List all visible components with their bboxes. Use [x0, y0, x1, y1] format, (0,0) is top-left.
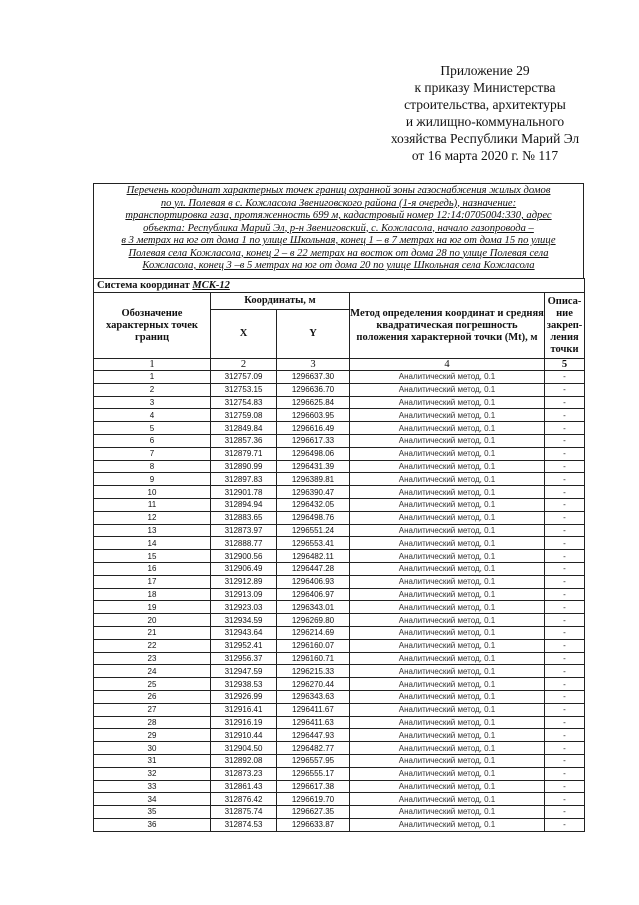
- table-row: [94, 678, 585, 691]
- point-number: 28: [94, 716, 211, 729]
- method-accuracy: Аналитический метод, 0.1: [350, 818, 545, 831]
- x-coordinate: 312938.53: [211, 678, 277, 691]
- x-coordinate: 312913.09: [211, 588, 277, 601]
- table-row: [94, 575, 585, 588]
- fixation-description: -: [545, 434, 585, 447]
- fixation-description: -: [545, 396, 585, 409]
- x-coordinate: 312943.64: [211, 626, 277, 639]
- table-row: [94, 434, 585, 447]
- point-number: 19: [94, 601, 211, 614]
- table-row: [94, 665, 585, 678]
- x-coordinate: 312894.94: [211, 498, 277, 511]
- fixation-description: -: [545, 639, 585, 652]
- y-coordinate: 1296637.30: [277, 371, 350, 384]
- fixation-description: -: [545, 460, 585, 473]
- caption-line: транспортировка газа, протяженность 699 м, кадастровый номер 12:14:0705004:330, адрес: [125, 210, 552, 221]
- y-coordinate: 1296498.76: [277, 511, 350, 524]
- coordinate-system-row: [94, 279, 585, 293]
- x-coordinate: 312916.19: [211, 716, 277, 729]
- point-number: 31: [94, 754, 211, 767]
- table-row: [94, 754, 585, 767]
- point-number: 2: [94, 383, 211, 396]
- table-row: [94, 639, 585, 652]
- table-row: [94, 562, 585, 575]
- x-coordinate: 312888.77: [211, 537, 277, 550]
- method-accuracy: Аналитический метод, 0.1: [350, 639, 545, 652]
- method-accuracy: Аналитический метод, 0.1: [350, 767, 545, 780]
- y-coordinate: 1296343.01: [277, 601, 350, 614]
- method-accuracy: Аналитический метод, 0.1: [350, 703, 545, 716]
- appendix-line: от 16 марта 2020 г. № 117: [411, 148, 559, 163]
- table-row: [94, 498, 585, 511]
- column-numbers-row: [94, 359, 585, 371]
- y-coordinate: 1296160.07: [277, 639, 350, 652]
- point-number: 29: [94, 729, 211, 742]
- y-coordinate: 1296447.93: [277, 729, 350, 742]
- table-row: [94, 447, 585, 460]
- header-y: Y: [277, 310, 350, 359]
- method-accuracy: Аналитический метод, 0.1: [350, 665, 545, 678]
- point-number: 20: [94, 614, 211, 627]
- table-row: [94, 396, 585, 409]
- x-coordinate: 312890.99: [211, 460, 277, 473]
- method-accuracy: Аналитический метод, 0.1: [350, 473, 545, 486]
- y-coordinate: 1296390.47: [277, 486, 350, 499]
- table-row: [94, 780, 585, 793]
- x-coordinate: 312904.50: [211, 742, 277, 755]
- coordinate-system-label: Система координат: [97, 280, 190, 291]
- method-accuracy: Аналитический метод, 0.1: [350, 409, 545, 422]
- table-row: [94, 793, 585, 806]
- y-coordinate: 1296389.81: [277, 473, 350, 486]
- y-coordinate: 1296160.71: [277, 652, 350, 665]
- header-x: X: [211, 310, 277, 359]
- y-coordinate: 1296557.95: [277, 754, 350, 767]
- coordinate-system-name: МСК-12: [192, 280, 230, 291]
- point-number: 27: [94, 703, 211, 716]
- method-accuracy: Аналитический метод, 0.1: [350, 486, 545, 499]
- column-number: 3: [277, 359, 350, 371]
- table-row: [94, 486, 585, 499]
- x-coordinate: 312916.41: [211, 703, 277, 716]
- x-coordinate: 312952.41: [211, 639, 277, 652]
- y-coordinate: 1296482.77: [277, 742, 350, 755]
- method-accuracy: Аналитический метод, 0.1: [350, 537, 545, 550]
- fixation-description: -: [545, 550, 585, 563]
- table-row: [94, 422, 585, 435]
- y-coordinate: 1296432.05: [277, 498, 350, 511]
- x-coordinate: 312849.84: [211, 422, 277, 435]
- fixation-description: -: [545, 588, 585, 601]
- method-accuracy: Аналитический метод, 0.1: [350, 575, 545, 588]
- table-row: [94, 614, 585, 627]
- point-number: 4: [94, 409, 211, 422]
- x-coordinate: 312910.44: [211, 729, 277, 742]
- header-row: [94, 293, 585, 310]
- method-accuracy: Аналитический метод, 0.1: [350, 626, 545, 639]
- y-coordinate: 1296617.38: [277, 780, 350, 793]
- y-coordinate: 1296553.41: [277, 537, 350, 550]
- coordinates-document: [93, 183, 584, 832]
- fixation-description: -: [545, 486, 585, 499]
- point-number: 6: [94, 434, 211, 447]
- table-row: [94, 690, 585, 703]
- point-number: 14: [94, 537, 211, 550]
- x-coordinate: 312874.53: [211, 818, 277, 831]
- y-coordinate: 1296482.11: [277, 550, 350, 563]
- method-accuracy: Аналитический метод, 0.1: [350, 614, 545, 627]
- point-number: 21: [94, 626, 211, 639]
- caption-line: Кожласола, конец 3 –в 5 метрах на юг от дома 20 по улице Школьная села Кожласола: [142, 260, 535, 271]
- method-accuracy: Аналитический метод, 0.1: [350, 434, 545, 447]
- method-accuracy: Аналитический метод, 0.1: [350, 396, 545, 409]
- appendix-line: и жилищно-коммунального: [405, 114, 565, 129]
- x-coordinate: 312906.49: [211, 562, 277, 575]
- x-coordinate: 312759.08: [211, 409, 277, 422]
- x-coordinate: 312901.78: [211, 486, 277, 499]
- point-number: 12: [94, 511, 211, 524]
- y-coordinate: 1296498.06: [277, 447, 350, 460]
- fixation-description: -: [545, 742, 585, 755]
- x-coordinate: 312926.99: [211, 690, 277, 703]
- table-row: [94, 703, 585, 716]
- method-accuracy: Аналитический метод, 0.1: [350, 447, 545, 460]
- fixation-description: -: [545, 371, 585, 384]
- point-number: 11: [94, 498, 211, 511]
- y-coordinate: 1296270.44: [277, 678, 350, 691]
- point-number: 33: [94, 780, 211, 793]
- y-coordinate: 1296269.80: [277, 614, 350, 627]
- x-coordinate: 312857.36: [211, 434, 277, 447]
- fixation-description: -: [545, 806, 585, 819]
- fixation-description: -: [545, 575, 585, 588]
- fixation-description: -: [545, 754, 585, 767]
- y-coordinate: 1296627.35: [277, 806, 350, 819]
- method-accuracy: Аналитический метод, 0.1: [350, 690, 545, 703]
- y-coordinate: 1296619.70: [277, 793, 350, 806]
- appendix-line: к приказу Министерства: [414, 80, 556, 95]
- table-body: [94, 371, 585, 832]
- fixation-description: -: [545, 665, 585, 678]
- table-row: [94, 511, 585, 524]
- y-coordinate: 1296551.24: [277, 524, 350, 537]
- header-description: Описа-ние закреп-ления точки: [545, 293, 585, 359]
- x-coordinate: 312892.08: [211, 754, 277, 767]
- method-accuracy: Аналитический метод, 0.1: [350, 678, 545, 691]
- x-coordinate: 312875.74: [211, 806, 277, 819]
- point-number: 30: [94, 742, 211, 755]
- x-coordinate: 312861.43: [211, 780, 277, 793]
- x-coordinate: 312923.03: [211, 601, 277, 614]
- point-number: 24: [94, 665, 211, 678]
- point-number: 23: [94, 652, 211, 665]
- fixation-description: -: [545, 703, 585, 716]
- y-coordinate: 1296603.95: [277, 409, 350, 422]
- point-number: 15: [94, 550, 211, 563]
- y-coordinate: 1296636.70: [277, 383, 350, 396]
- point-number: 7: [94, 447, 211, 460]
- appendix-line: Приложение 29: [440, 63, 530, 78]
- method-accuracy: Аналитический метод, 0.1: [350, 652, 545, 665]
- x-coordinate: 312876.42: [211, 793, 277, 806]
- point-number: 18: [94, 588, 211, 601]
- point-number: 16: [94, 562, 211, 575]
- x-coordinate: 312873.23: [211, 767, 277, 780]
- x-coordinate: 312753.15: [211, 383, 277, 396]
- table-row: [94, 383, 585, 396]
- table-row: [94, 588, 585, 601]
- x-coordinate: 312883.65: [211, 511, 277, 524]
- table-row: [94, 767, 585, 780]
- fixation-description: -: [545, 793, 585, 806]
- column-number: 5: [545, 359, 585, 371]
- point-number: 9: [94, 473, 211, 486]
- fixation-description: -: [545, 562, 585, 575]
- method-accuracy: Аналитический метод, 0.1: [350, 601, 545, 614]
- y-coordinate: 1296633.87: [277, 818, 350, 831]
- fixation-description: -: [545, 716, 585, 729]
- y-coordinate: 1296617.33: [277, 434, 350, 447]
- table-row: [94, 601, 585, 614]
- point-number: 17: [94, 575, 211, 588]
- table-row: [94, 460, 585, 473]
- y-coordinate: 1296406.93: [277, 575, 350, 588]
- method-accuracy: Аналитический метод, 0.1: [350, 498, 545, 511]
- method-accuracy: Аналитический метод, 0.1: [350, 371, 545, 384]
- method-accuracy: Аналитический метод, 0.1: [350, 422, 545, 435]
- method-accuracy: Аналитический метод, 0.1: [350, 562, 545, 575]
- x-coordinate: 312947.59: [211, 665, 277, 678]
- table-row: [94, 537, 585, 550]
- method-accuracy: Аналитический метод, 0.1: [350, 460, 545, 473]
- fixation-description: -: [545, 614, 585, 627]
- header-coordinates: Координаты, м: [211, 293, 350, 310]
- table-row: [94, 371, 585, 384]
- fixation-description: -: [545, 601, 585, 614]
- x-coordinate: 312956.37: [211, 652, 277, 665]
- y-coordinate: 1296214.69: [277, 626, 350, 639]
- coordinates-table: [93, 278, 585, 832]
- fixation-description: -: [545, 422, 585, 435]
- method-accuracy: Аналитический метод, 0.1: [350, 793, 545, 806]
- y-coordinate: 1296447.28: [277, 562, 350, 575]
- fixation-description: -: [545, 511, 585, 524]
- y-coordinate: 1296411.63: [277, 716, 350, 729]
- y-coordinate: 1296215.33: [277, 665, 350, 678]
- point-number: 32: [94, 767, 211, 780]
- point-number: 34: [94, 793, 211, 806]
- caption-line: Перечень координат характерных точек границ охранной зоны газоснабжения жилых домов: [126, 185, 551, 196]
- x-coordinate: 312900.56: [211, 550, 277, 563]
- fixation-description: -: [545, 537, 585, 550]
- fixation-description: -: [545, 626, 585, 639]
- fixation-description: -: [545, 767, 585, 780]
- method-accuracy: Аналитический метод, 0.1: [350, 588, 545, 601]
- method-accuracy: Аналитический метод, 0.1: [350, 806, 545, 819]
- caption-line: Полевая села Кожласола, конец 2 – в 22 метрах на восток от дома 28 по улице Полевая села: [128, 247, 549, 259]
- point-number: 25: [94, 678, 211, 691]
- method-accuracy: Аналитический метод, 0.1: [350, 511, 545, 524]
- x-coordinate: 312879.71: [211, 447, 277, 460]
- x-coordinate: 312757.09: [211, 371, 277, 384]
- table-row: [94, 409, 585, 422]
- point-number: 26: [94, 690, 211, 703]
- method-accuracy: Аналитический метод, 0.1: [350, 780, 545, 793]
- method-accuracy: Аналитический метод, 0.1: [350, 754, 545, 767]
- y-coordinate: 1296411.67: [277, 703, 350, 716]
- table-row: [94, 818, 585, 831]
- x-coordinate: 312754.83: [211, 396, 277, 409]
- fixation-description: -: [545, 498, 585, 511]
- appendix-line: строительства, архитектуры: [404, 97, 566, 112]
- fixation-description: -: [545, 447, 585, 460]
- point-number: 3: [94, 396, 211, 409]
- method-accuracy: Аналитический метод, 0.1: [350, 550, 545, 563]
- table-row: [94, 473, 585, 486]
- table-caption: [93, 183, 584, 278]
- point-number: 10: [94, 486, 211, 499]
- x-coordinate: 312873.97: [211, 524, 277, 537]
- fixation-description: -: [545, 409, 585, 422]
- method-accuracy: Аналитический метод, 0.1: [350, 716, 545, 729]
- appendix-line: хозяйства Республики Марий Эл: [390, 131, 580, 146]
- table-row: [94, 524, 585, 537]
- column-number: 2: [211, 359, 277, 371]
- header-point-designation: Обозначение характерных точек границ: [94, 293, 211, 359]
- table-row: [94, 729, 585, 742]
- fixation-description: -: [545, 652, 585, 665]
- fixation-description: -: [545, 383, 585, 396]
- column-number: 1: [94, 359, 211, 371]
- y-coordinate: 1296616.49: [277, 422, 350, 435]
- fixation-description: -: [545, 729, 585, 742]
- point-number: 1: [94, 371, 211, 384]
- method-accuracy: Аналитический метод, 0.1: [350, 383, 545, 396]
- table-row: [94, 652, 585, 665]
- table-row: [94, 550, 585, 563]
- y-coordinate: 1296343.63: [277, 690, 350, 703]
- caption-line: в 3 метрах на юг от дома 1 по улице Школьная, конец 1 – в 7 метрах на юг от дома 15 по улице: [121, 235, 556, 246]
- y-coordinate: 1296406.97: [277, 588, 350, 601]
- point-number: 8: [94, 460, 211, 473]
- x-coordinate: 312934.59: [211, 614, 277, 627]
- point-number: 5: [94, 422, 211, 435]
- column-number: 4: [350, 359, 545, 371]
- table-row: [94, 742, 585, 755]
- header-method: Метод определения координат и средняя квадратическая погрешность положения характерной точки (Mt), м: [350, 293, 545, 359]
- fixation-description: -: [545, 524, 585, 537]
- fixation-description: -: [545, 678, 585, 691]
- point-number: 35: [94, 806, 211, 819]
- x-coordinate: 312897.83: [211, 473, 277, 486]
- method-accuracy: Аналитический метод, 0.1: [350, 729, 545, 742]
- fixation-description: -: [545, 818, 585, 831]
- table-row: [94, 626, 585, 639]
- fixation-description: -: [545, 473, 585, 486]
- y-coordinate: 1296555.17: [277, 767, 350, 780]
- fixation-description: -: [545, 690, 585, 703]
- table-row: [94, 716, 585, 729]
- point-number: 36: [94, 818, 211, 831]
- method-accuracy: Аналитический метод, 0.1: [350, 742, 545, 755]
- x-coordinate: 312912.89: [211, 575, 277, 588]
- y-coordinate: 1296431.39: [277, 460, 350, 473]
- y-coordinate: 1296625.84: [277, 396, 350, 409]
- caption-line: объекта: Республика Марий Эл, р-н Звениговский, с. Кожласола, начало газопровода –: [143, 222, 534, 234]
- fixation-description: -: [545, 780, 585, 793]
- caption-line: по ул. Полевая в с. Кожласола Звениговского района (1-я очередь), назначение:: [160, 197, 517, 209]
- method-accuracy: Аналитический метод, 0.1: [350, 524, 545, 537]
- point-number: 13: [94, 524, 211, 537]
- point-number: 22: [94, 639, 211, 652]
- appendix-block: [360, 62, 610, 164]
- table-row: [94, 806, 585, 819]
